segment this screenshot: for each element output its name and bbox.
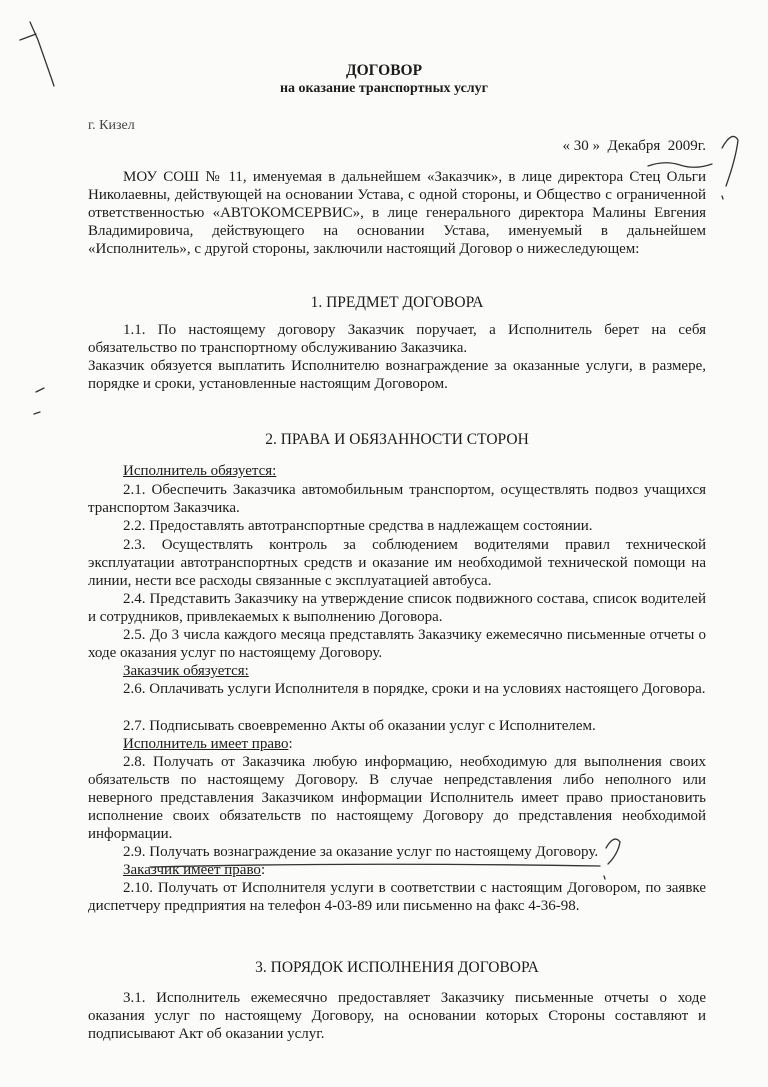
document-title: ДОГОВОР bbox=[345, 62, 423, 79]
colon: : bbox=[260, 862, 266, 878]
section-1-heading: 1. ПРЕДМЕТ ДОГОВОРА bbox=[310, 294, 484, 311]
clause-2-7: 2.7. Подписывать своевременно Акты об оказании услуг с Исполнителем. bbox=[123, 718, 596, 734]
section-2-heading: 2. ПРАВА И ОБЯЗАННОСТИ СТОРОН bbox=[265, 431, 529, 448]
intro-paragraph: МОУ СОШ № 11, именуемая в дальнейшем «Заказчик», в лице директора Стец Ольги Николаевны, действующей на основании Устава, с одной стороны, и Общество с ограниченной ответственностью «АВТОКОМСЕРВИС», в лице генерального директора Малины Евгения Владимировича, действующего на основании Устава, именуемый в дальнейшем «Исполнитель», с другой стороны, заключили настоящий Договор о нижеследующем: bbox=[88, 169, 706, 258]
subheading-executor-rights bbox=[88, 735, 706, 753]
city: г. Кизел bbox=[88, 118, 135, 133]
clause-1-1: 1.1. По настоящему договору Заказчик поручает, а Исполнитель берет на себя обязательство по транспортному обслуживанию Заказчика. bbox=[88, 322, 706, 357]
subheading-executor-obliged: Исполнитель обязуется: bbox=[123, 463, 277, 479]
clause-2-2: 2.2. Предоставлять автотранспортные средства в надлежащем состоянии. bbox=[123, 518, 593, 534]
contract-date: « 30 » Декабря 2009г. bbox=[562, 138, 706, 154]
margin-tick-1 bbox=[36, 388, 44, 392]
margin-tick-2 bbox=[34, 412, 40, 414]
subheading-executor-rights-text: Исполнитель имеет право bbox=[123, 736, 289, 752]
section-3-heading: 3. ПОРЯДОК ИСПОЛНЕНИЯ ДОГОВОРА bbox=[255, 959, 539, 976]
clause-2-8: 2.8. Получать от Заказчика любую информацию, необходимую для выполнения своих обязательств по настоящему Договору. В случае непредставления либо неполного или неверного представления Заказчиком информации Исполнитель имеет право приостановить исполнение своих обязательств по настоящему Договору до представления необходимой информации. bbox=[88, 754, 706, 843]
subheading-customer-obliged: Заказчик обязуется: bbox=[123, 663, 249, 679]
clause-2-1: 2.1. Обеспечить Заказчика автомобильным транспортом, осуществлять подвоз учащихся транспортом Заказчика. bbox=[88, 482, 706, 517]
document-subtitle: на оказание транспортных услуг bbox=[279, 81, 489, 96]
subheading-customer-rights bbox=[88, 861, 706, 879]
clause-2-10: 2.10. Получать от Исполнителя услуги в соответствии с настоящим Договором, по заявке диспетчеру предприятия на телефон 4-03-89 или письменно на факс 4-36-98. bbox=[88, 880, 706, 915]
clause-3-1: 3.1. Исполнитель ежемесячно предоставляет Заказчику письменные отчеты о ходе оказания услуг по настоящему Договору, на основании которых Стороны составляют и подписывают Акт об оказании услуг. bbox=[88, 990, 706, 1043]
clause-2-3: 2.3. Осуществлять контроль за соблюдением водителями правил технической эксплуатации автотранспортных средств и оказание им необходимой технической помощи на линии, нести все расходы связанные с эксплуатацией автобуса. bbox=[88, 537, 706, 590]
clause-2-4: 2.4. Представить Заказчику на утверждение список подвижного состава, список водителей и сотрудников, привлекаемых к выполнению Договора. bbox=[88, 591, 706, 626]
date-underline bbox=[648, 163, 712, 168]
clause-2-6: 2.6. Оплачивать услуги Исполнителя в порядке, сроки и на условиях настоящего Договора. bbox=[123, 681, 706, 697]
clause-2-5: 2.5. До 3 числа каждого месяца представлять Заказчику ежемесячно письменные отчеты о ходе оказания услуг по настоящему Договору. bbox=[88, 627, 706, 662]
colon: : bbox=[288, 736, 293, 752]
clause-2-9: 2.9. Получать вознаграждение за оказание услуг по настоящему Договору. bbox=[123, 844, 599, 860]
date-question-mark bbox=[722, 136, 738, 199]
clause-1-1-payment: Заказчик обязуется выплатить Исполнителю вознаграждение за оказанные услуги, в размере, порядке и сроки, установленные настоящим Договором. bbox=[88, 358, 706, 393]
subheading-customer-rights-text: Заказчик имеет право bbox=[123, 862, 261, 878]
